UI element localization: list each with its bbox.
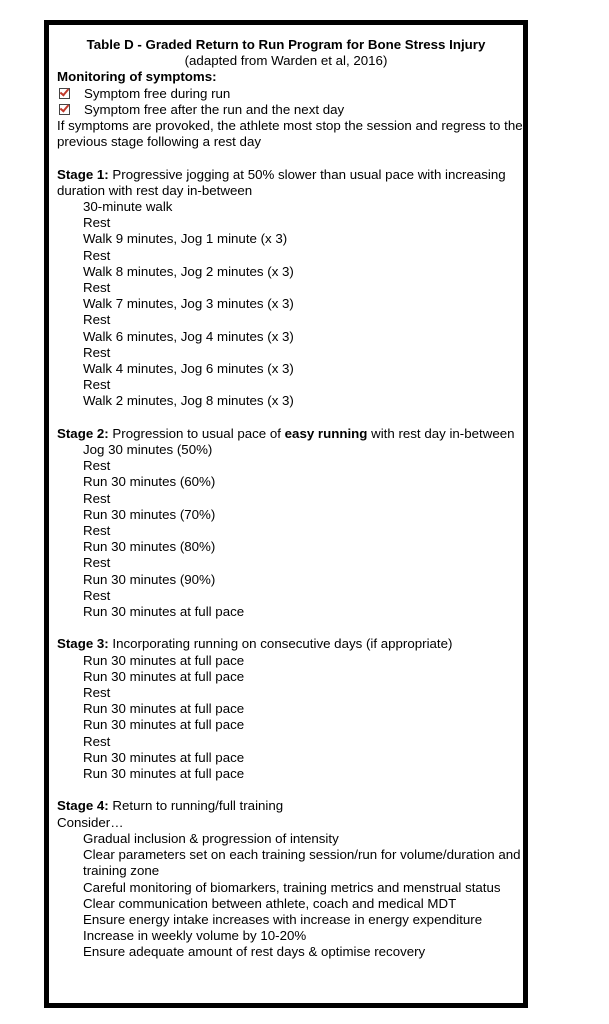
list-item: Rest: [83, 344, 111, 360]
stage4-list: [57, 831, 523, 961]
list-item: Run 30 minutes at full pace: [83, 717, 245, 733]
stage4-description: Return to running/full training: [108, 798, 284, 814]
stage3-description: Incorporating running on consecutive days (if appropriate): [108, 636, 453, 652]
list-item: Run 30 minutes at full pace: [83, 604, 245, 620]
stage1-label: Stage 1:: [57, 166, 109, 182]
list-item: Run 30 minutes at full pace: [83, 701, 245, 717]
list-item: 30-minute walk: [83, 199, 173, 215]
table-title: Table D - Graded Return to Run Program for Bone Stress Injury: [86, 37, 486, 52]
list-item: Run 30 minutes (70%): [83, 506, 216, 522]
stage2-heading: [57, 426, 523, 442]
list-item: Jog 30 minutes (50%): [83, 442, 213, 458]
list-item: Rest: [83, 733, 111, 749]
stage1-heading: [57, 167, 523, 199]
list-item: Walk 2 minutes, Jog 8 minutes (x 3): [83, 393, 294, 409]
stage4-consider: Consider…: [57, 814, 124, 830]
list-item: Clear parameters set on each training session/run for volume/duration and training zone: [83, 847, 521, 879]
list-item: Rest: [83, 312, 111, 328]
list-item: Rest: [83, 587, 111, 603]
list-item: Rest: [83, 490, 111, 506]
stage2-list: [57, 442, 523, 620]
checked-box-icon: [59, 104, 70, 115]
document-content: [49, 25, 523, 961]
stage2-label: Stage 2:: [57, 425, 109, 441]
checklist-item: [57, 86, 523, 102]
checked-box-icon: [59, 88, 70, 99]
list-item: Walk 4 minutes, Jog 6 minutes (x 3): [83, 361, 294, 377]
table-subtitle: (adapted from Warden et al, 2016): [184, 53, 388, 69]
list-item: Gradual inclusion & progression of intensity: [83, 830, 339, 846]
stage3-label: Stage 3:: [57, 636, 109, 652]
monitoring-note: If symptoms are provoked, the athlete most stop the session and regress to the previous stage following a rest day: [57, 118, 523, 150]
list-item: Clear communication between athlete, coach and medical MDT: [83, 895, 457, 911]
list-item: Rest: [83, 377, 111, 393]
list-item: Run 30 minutes at full pace: [83, 652, 245, 668]
list-item: Rest: [83, 555, 111, 571]
list-item: Ensure energy intake increases with increase in energy expenditure: [83, 911, 483, 927]
list-item: Careful monitoring of biomarkers, training metrics and menstrual status: [83, 879, 501, 895]
stage2-description-end: with rest day in-between: [367, 425, 515, 441]
list-item: Rest: [83, 247, 111, 263]
list-item: Run 30 minutes (60%): [83, 474, 216, 490]
stage4-heading: [57, 798, 523, 814]
stage2-description: Progression to usual pace of: [108, 425, 285, 441]
stage1-list: [57, 199, 523, 410]
stage2-emphasis: easy running: [284, 425, 368, 441]
list-item: Run 30 minutes at full pace: [83, 749, 245, 765]
stage3-heading: [57, 636, 523, 652]
list-item: Ensure adequate amount of rest days & optimise recovery: [83, 944, 426, 960]
list-item: Walk 7 minutes, Jog 3 minutes (x 3): [83, 296, 294, 312]
stage1-description: Progressive jogging at 50% slower than usual pace with increasing duration with rest day in-between: [57, 166, 506, 198]
list-item: Rest: [83, 685, 111, 701]
list-item: Run 30 minutes at full pace: [83, 766, 245, 782]
stage3-list: [57, 653, 523, 783]
list-item: Run 30 minutes (90%): [83, 571, 216, 587]
document-frame: [44, 20, 528, 1008]
list-item: Rest: [83, 280, 111, 296]
monitoring-heading: Monitoring of symptoms:: [57, 69, 217, 85]
list-item: Rest: [83, 215, 111, 231]
list-item: Rest: [83, 523, 111, 539]
list-item: Rest: [83, 458, 111, 474]
stage4-label: Stage 4:: [57, 798, 109, 814]
checklist-item: [57, 102, 523, 118]
checklist-item-label: Symptom free during run: [84, 85, 231, 101]
list-item: Run 30 minutes at full pace: [83, 668, 245, 684]
list-item: Walk 6 minutes, Jog 4 minutes (x 3): [83, 328, 294, 344]
list-item: Walk 9 minutes, Jog 1 minute (x 3): [83, 231, 288, 247]
list-item: Run 30 minutes (80%): [83, 539, 216, 555]
list-item: Increase in weekly volume by 10-20%: [83, 928, 307, 944]
list-item: Walk 8 minutes, Jog 2 minutes (x 3): [83, 263, 294, 279]
checklist-item-label: Symptom free after the run and the next day: [84, 101, 345, 117]
